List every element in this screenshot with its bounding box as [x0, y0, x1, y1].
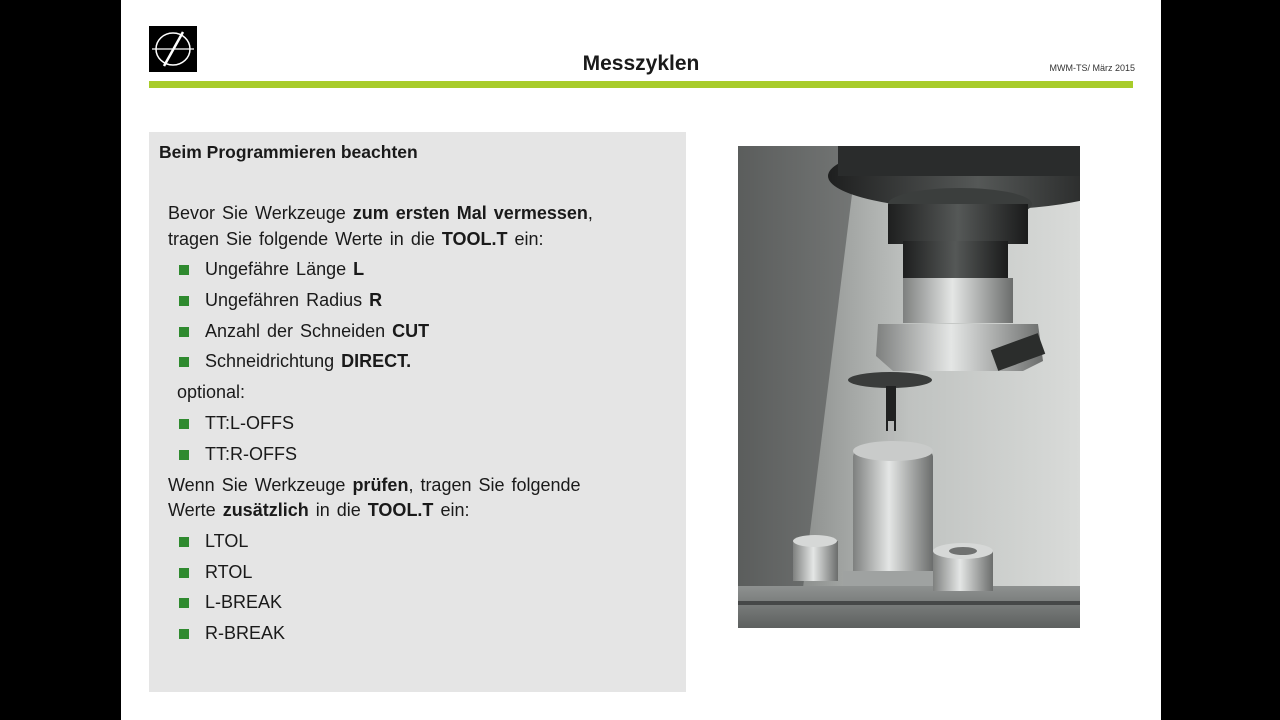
list-item: RTOL: [205, 562, 253, 582]
bullet-icon: [179, 327, 189, 337]
list-item: TT:L-OFFS: [205, 413, 294, 433]
bullet-icon: [179, 568, 189, 578]
bullet-icon: [179, 598, 189, 608]
list-item: Ungefähre Länge L: [205, 259, 365, 279]
panel-heading: Beim Programmieren beachten: [159, 142, 418, 162]
list-item: LTOL: [205, 531, 249, 551]
list-item: Schneidrichtung DIRECT.: [205, 351, 412, 371]
bullet-icon: [179, 629, 189, 639]
bullet-icon: [179, 296, 189, 306]
list-item: L-BREAK: [205, 592, 283, 612]
slide: [121, 0, 1161, 720]
list-item: Ungefähren Radius R: [205, 290, 383, 310]
header-rule: [149, 81, 1133, 88]
intro-line-1: Bevor Sie Werkzeuge zum ersten Mal vermessen,: [168, 203, 593, 223]
bullet-icon: [179, 265, 189, 275]
optional-label: optional:: [177, 382, 246, 402]
bullet-icon: [179, 419, 189, 429]
bullet-icon: [179, 450, 189, 460]
intro-line-2: tragen Sie folgende Werte in die TOOL.T ein:: [168, 229, 544, 249]
list-item: R-BREAK: [205, 623, 286, 643]
list-item: Anzahl der Schneiden CUT: [205, 321, 430, 341]
content-panel: [149, 132, 686, 692]
slide-title: Messzyklen: [582, 52, 700, 75]
check-line-2: Werte zusätzlich in die TOOL.T ein:: [168, 500, 470, 520]
list-item: TT:R-OFFS: [205, 444, 297, 464]
tool-probe-photo: [738, 146, 1080, 628]
slide-meta: MWM-TS/ März 2015: [1049, 63, 1135, 73]
check-line-1: Wenn Sie Werkzeuge prüfen, tragen Sie folgende: [168, 475, 581, 495]
bullet-icon: [179, 537, 189, 547]
bullet-icon: [179, 357, 189, 367]
